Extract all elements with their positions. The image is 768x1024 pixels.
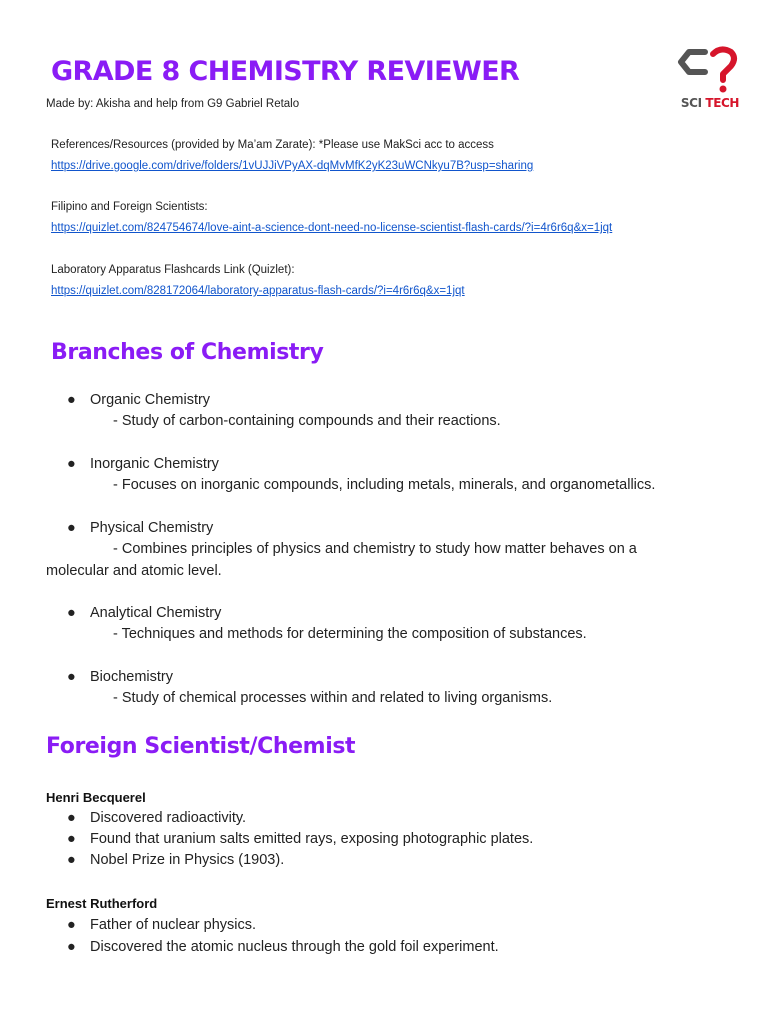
scientists-heading: Foreign Scientist/Chemist: [46, 734, 356, 759]
bullet-icon: ●: [67, 392, 76, 408]
branch-description: - Study of carbon-containing compounds and their reactions.: [113, 413, 501, 429]
scientist-fact: Found that uranium salts emitted rays, exposing photographic plates.: [90, 831, 534, 847]
branches-heading: Branches of Chemistry: [51, 340, 324, 365]
bullet-icon: ●: [67, 917, 76, 933]
branch-name: Biochemistry: [90, 669, 173, 685]
reference-link-scientists-quizlet[interactable]: https://quizlet.com/824754674/love-aint-a-science-dont-need-no-license-scientist-flash-cards/?i=4r6r6q&x=1jqt: [51, 222, 613, 234]
bullet-icon: ●: [67, 939, 76, 955]
branch-description-continued: molecular and atomic level.: [46, 563, 222, 579]
bullet-icon: ●: [67, 520, 76, 536]
bullet-icon: ●: [67, 831, 76, 847]
scientist-name: Henri Becquerel: [46, 790, 146, 805]
logo-wordmark: SCI TECH: [680, 96, 740, 110]
bullet-icon: ●: [67, 456, 76, 472]
reference-label: Laboratory Apparatus Flashcards Link (Quizlet):: [51, 264, 295, 276]
scientist-fact: Discovered radioactivity.: [90, 810, 247, 826]
made-by-line: Made by: Akisha and help from G9 Gabriel Retalo: [46, 98, 300, 110]
bullet-icon: ●: [67, 810, 76, 826]
reference-label: Filipino and Foreign Scientists:: [51, 201, 208, 213]
bullet-icon: ●: [67, 605, 76, 621]
bullet-icon: ●: [67, 852, 76, 868]
branch-name: Inorganic Chemistry: [90, 456, 219, 472]
branch-description: - Techniques and methods for determining the composition of substances.: [113, 626, 587, 642]
page-title: GRADE 8 CHEMISTRY REVIEWER: [51, 56, 520, 87]
reference-link-apparatus-quizlet[interactable]: https://quizlet.com/828172064/laboratory-apparatus-flash-cards/?i=4r6r6q&x=1jqt: [51, 285, 465, 297]
scientist-fact: Father of nuclear physics.: [90, 917, 257, 933]
branch-description: - Focuses on inorganic compounds, including metals, minerals, and organometallics.: [113, 477, 656, 493]
branch-name: Physical Chemistry: [90, 520, 214, 536]
branch-description: - Combines principles of physics and chemistry to study how matter behaves on a: [113, 541, 637, 557]
branch-name: Organic Chemistry: [90, 392, 211, 408]
scientist-fact: Nobel Prize in Physics (1903).: [90, 852, 285, 868]
branch-name: Analytical Chemistry: [90, 605, 222, 621]
reference-link-drive[interactable]: https://drive.google.com/drive/folders/1vUJJiVPyAX-dqMvMfK2yK23uWCNkyu7B?usp=sharing: [51, 160, 534, 172]
bullet-icon: ●: [67, 669, 76, 685]
scientist-name: Ernest Rutherford: [46, 896, 158, 911]
logo-mark-icon: [675, 44, 745, 96]
branch-description: - Study of chemical processes within and related to living organisms.: [113, 690, 553, 706]
reference-label: References/Resources (provided by Ma’am Zarate): *Please use MakSci acc to access: [51, 139, 494, 151]
scitech-logo: [675, 44, 745, 112]
scientist-fact: Discovered the atomic nucleus through the gold foil experiment.: [90, 939, 499, 955]
